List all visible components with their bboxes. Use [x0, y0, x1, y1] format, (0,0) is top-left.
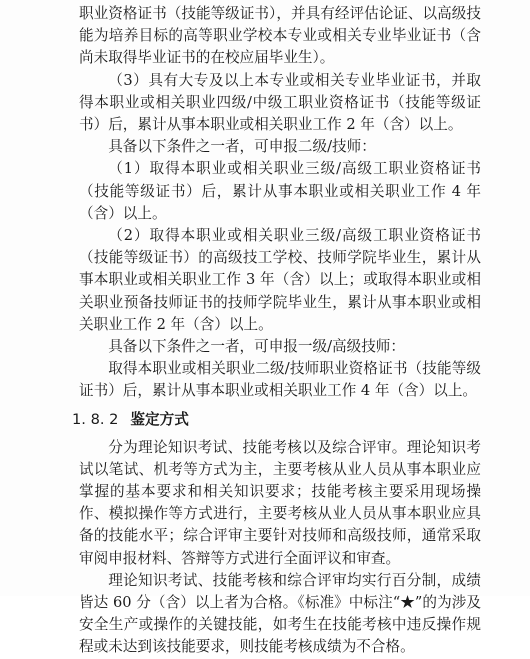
section-number: 1. 8. 2 [72, 410, 119, 428]
paragraph-level1-item: 取得本职业或相关职业二级/技师职业资格证书（技能等级证书）后，累计从事本职业或相关职业工作 4 年（含）以上。 [79, 360, 481, 400]
document-body [72, 3, 481, 659]
paragraph-level2-intro: 具备以下条件之一者，可申报二级/技师： [108, 138, 376, 156]
paragraph-level1-intro: 具备以下条件之一者，可申报一级/高级技师： [108, 338, 405, 356]
paragraph-item-3-college: （3）具有大专及以上本专业或相关专业毕业证书，并取得本职业或相关职业四级/中级工职业资格证书（技能等级证书）后，累计从事本职业或相关职业工作 2 年（含）以上。 [79, 71, 481, 134]
section-heading [72, 409, 481, 431]
paragraph-continuation: 职业资格证书（技能等级证书），并具有经评估论证、以高级技能为培养目标的高等职业学校本专业或相关专业毕业证书（含尚未取得毕业证书的在校应届毕业生）。 [79, 5, 481, 67]
paragraph-scoring: 理论知识考试、技能考核和综合评审均实行百分制，成绩皆达 60 分（含）以上者为合格。《标准》中标注“★”的为涉及安全生产或操作的关键技能，如考生在技能考核中违反操作规程或未达到该技能要求，则技能考核成绩为不合格。 [79, 571, 481, 656]
paragraph-assessment-methods: 分为理论知识考试、技能考核以及综合评审。理论知识考试以笔试、机考等方式为主，主要考核从业人员从事本职业应掌握的基本要求和相关知识要求；技能考核主要采用现场操作、模拟操作等方式进行，主要考核从业人员从事本职业应具备的技能水平；综合评审主要针对技师和高级技师，通常采取审阅申报材料、答辩等方式进行全面评议和审查。 [79, 438, 481, 567]
section-title: 鉴定方式 [130, 410, 189, 428]
paragraph-level2-item-1: （1）取得本职业或相关职业三级/高级工职业资格证书（技能等级证书）后，累计从事本职业或相关职业工作 4 年（含）以上。 [79, 160, 481, 222]
paragraph-level2-item-2: （2）取得本职业或相关职业三级/高级工职业资格证书（技能等级证书）的高级技工学校、技师学院毕业生，累计从事本职业或相关职业工作 3 年（含）以上；或取得本职业或相关职业预备技师证书的技师学院毕业生，累计从事本职业或相关职业工作 2 年（含）以上。 [79, 227, 481, 333]
